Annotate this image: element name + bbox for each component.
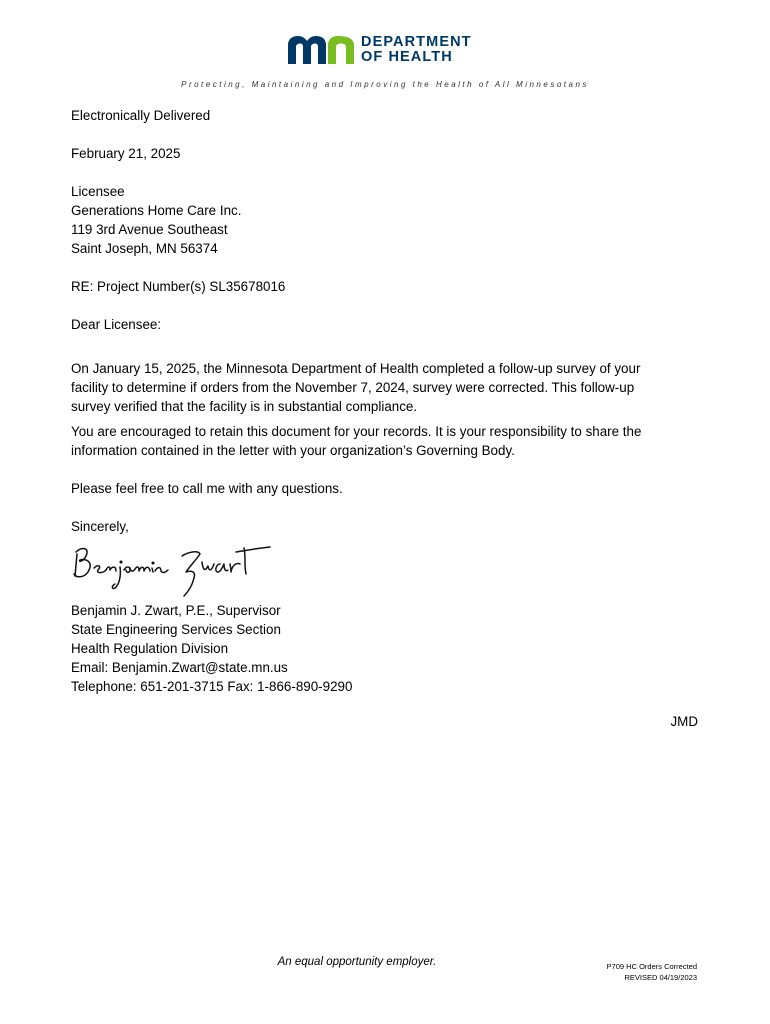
signer-phone: Telephone: 651-201-3715 Fax: 1-866-890-9290	[71, 679, 353, 694]
recipient-line: Licensee	[71, 184, 125, 199]
signer-block	[71, 601, 701, 696]
mn-logo-icon	[288, 36, 354, 64]
equal-opportunity-statement: An equal opportunity employer.	[277, 956, 437, 968]
signer-line: Health Regulation Division	[71, 641, 229, 656]
salutation: Dear Licensee:	[71, 317, 162, 332]
closing: Sincerely,	[71, 519, 129, 534]
signer-line: State Engineering Services Section	[71, 622, 281, 637]
revised-date: REVISED 04/19/2023	[624, 973, 697, 982]
signer-email: Email: Benjamin.Zwart@state.mn.us	[71, 660, 288, 675]
mdh-logo	[288, 34, 488, 66]
reference-line: RE: Project Number(s) SL35678016	[71, 279, 286, 294]
delivery-method: Electronically Delivered	[71, 108, 211, 123]
letterhead	[0, 0, 770, 100]
paragraph-3: Please feel free to call me with any questions.	[71, 481, 343, 496]
paragraph-line: information contained in the letter with your organization’s Governing Body.	[71, 443, 515, 458]
org-name-line2: OF HEALTH	[361, 48, 453, 65]
form-identifier	[560, 961, 697, 983]
handwritten-signature	[68, 540, 278, 600]
form-id: P709 HC Orders Corrected	[606, 962, 697, 971]
paragraph-line: You are encouraged to retain this document for your records. It is your responsibility to share the	[71, 424, 642, 439]
paragraph-line: facility to determine if orders from the November 7, 2024, survey were corrected. This follow-up	[71, 380, 635, 395]
recipient-line: 119 3rd Avenue Southeast	[71, 222, 228, 237]
paragraph-1	[71, 359, 701, 416]
typist-initials: JMD	[670, 714, 698, 729]
org-name	[361, 35, 472, 64]
tagline: Protecting, Maintaining and Improving the Health of All Minnesotans	[181, 80, 589, 89]
paragraph-line: survey verified that the facility is in substantial compliance.	[71, 399, 418, 414]
signer-line: Benjamin J. Zwart, P.E., Supervisor	[71, 603, 281, 618]
recipient-line: Generations Home Care Inc.	[71, 203, 242, 218]
recipient-address	[71, 182, 701, 258]
org-name-line1: DEPARTMENT	[361, 34, 472, 50]
letter-date: February 21, 2025	[71, 146, 181, 161]
paragraph-2	[71, 422, 701, 460]
paragraph-line: On January 15, 2025, the Minnesota Department of Health completed a follow-up survey of your	[71, 361, 641, 376]
recipient-line: Saint Joseph, MN 56374	[71, 241, 218, 256]
